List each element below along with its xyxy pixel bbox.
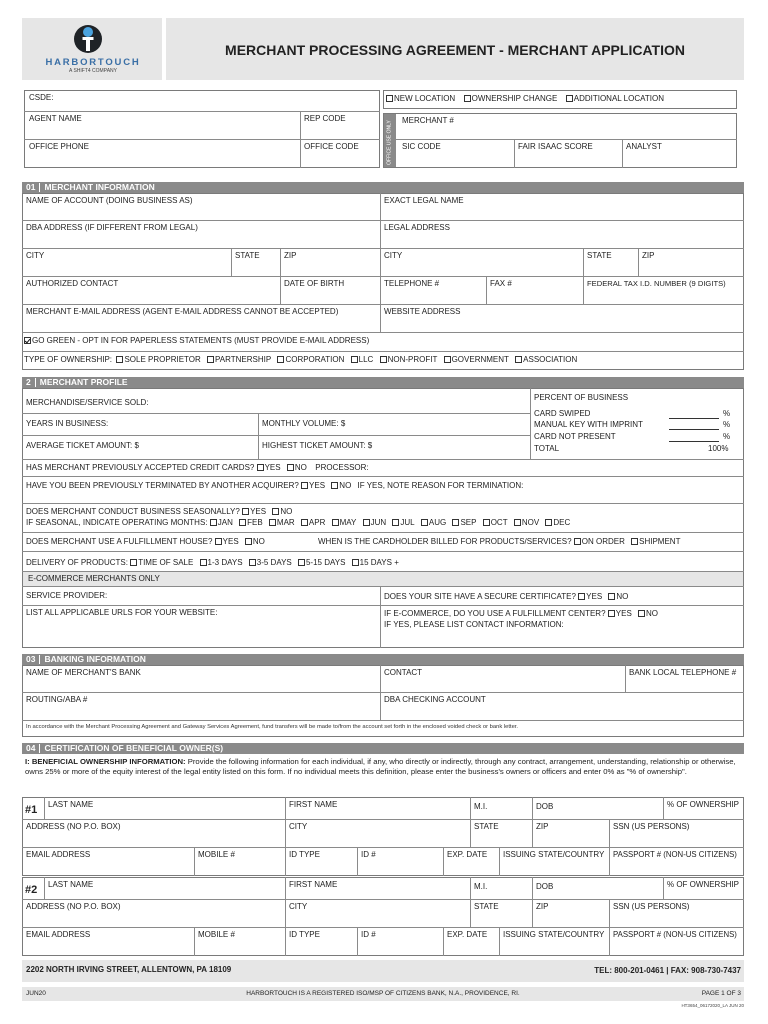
- beneficial-intro-text: Provide the following information for each individual, if any, who directly or indirectly, through any contract, arrangement, understanding, relationship or otherwise, owns 25% or more of the equity interest of the legal entity listed on this form. If no individual meets this definition, please enter the business's owners or officers and enter 0% as "% of ownership".: [25, 757, 736, 776]
- account-name-field[interactable]: NAME OF ACCOUNT (DOING BUSINESS AS): [26, 196, 193, 205]
- harbortouch-logo-icon: [72, 24, 104, 54]
- title-panel: [166, 18, 744, 80]
- ecom-fulfillment-yes-checkbox[interactable]: [608, 610, 615, 617]
- section-merchant-information: [22, 182, 744, 193]
- month-label: OCT: [490, 518, 508, 527]
- seasonal-no-checkbox[interactable]: [272, 508, 279, 515]
- owner-last-name-field[interactable]: LAST NAME: [48, 800, 94, 809]
- on-order-checkbox[interactable]: [574, 538, 581, 545]
- billed-question: WHEN IS THE CARDHOLDER BILLED FOR PRODUCTS/SERVICES?: [318, 537, 572, 546]
- month-label: MAY: [339, 518, 357, 527]
- section-title: MERCHANT INFORMATION: [44, 182, 155, 192]
- month-label: APR: [308, 518, 326, 527]
- seasonal-question: DOES MERCHANT CONDUCT BUSINESS SEASONALLY?: [26, 507, 240, 516]
- fax-field[interactable]: FAX #: [490, 279, 512, 288]
- brand-subtitle: A SHIFT4 COMPANY: [69, 68, 117, 74]
- owner-city-field[interactable]: CITY: [289, 822, 308, 831]
- yes-label: YES: [615, 609, 632, 618]
- month-checkbox[interactable]: [452, 519, 459, 526]
- office-code-field[interactable]: OFFICE CODE: [304, 142, 359, 151]
- go-green-checkbox[interactable]: [24, 337, 31, 344]
- month-label: JAN: [217, 518, 233, 527]
- additional-location-label: ADDITIONAL LOCATION: [573, 94, 664, 103]
- no-label: NO: [280, 507, 293, 516]
- legal-zip-field[interactable]: ZIP: [642, 251, 655, 260]
- month-label: NOV: [521, 518, 540, 527]
- month-checkbox[interactable]: [421, 519, 428, 526]
- months-row: [26, 519, 570, 527]
- owner-dob-field[interactable]: DOB: [536, 882, 554, 891]
- owner-id-number-field[interactable]: ID #: [361, 850, 376, 859]
- owner-tag: #1: [25, 804, 38, 816]
- section-banking-information: [22, 654, 744, 665]
- processor-label: PROCESSOR:: [315, 463, 369, 472]
- sole-proprietor-checkbox[interactable]: [116, 356, 123, 363]
- years-in-business-field[interactable]: YEARS IN BUSINESS:: [26, 419, 109, 428]
- beneficial-intro-heading: I: BENEFICIAL OWNERSHIP INFORMATION:: [25, 757, 186, 766]
- delivery-option: TIME OF SALE: [138, 558, 194, 567]
- month-label: DEC: [553, 518, 571, 527]
- ownership-option: LLC: [358, 355, 374, 364]
- owner-exp-date-field[interactable]: EXP. DATE: [447, 850, 488, 859]
- card-swiped-label: CARD SWIPED: [534, 409, 591, 418]
- website-urls-field[interactable]: LIST ALL APPLICABLE URLS FOR YOUR WEBSITE:: [26, 608, 218, 617]
- dba-address-field[interactable]: DBA ADDRESS (IF DIFFERENT FROM LEGAL): [26, 223, 198, 232]
- owner-ownership-pct-field[interactable]: % OF OWNERSHIP: [667, 800, 740, 809]
- dba-city-field[interactable]: CITY: [26, 251, 45, 260]
- fulfillment-yes-checkbox[interactable]: [215, 538, 222, 545]
- fair-isaac-field[interactable]: FAIR ISAAC SCORE: [518, 142, 593, 151]
- manual-key-label: MANUAL KEY WITH IMPRINT: [534, 420, 643, 429]
- owner-first-name-field[interactable]: FIRST NAME: [289, 800, 338, 809]
- prev-accepted-question: HAS MERCHANT PREVIOUSLY ACCEPTED CREDIT CARDS?: [26, 463, 255, 472]
- owner-grid: [22, 797, 744, 876]
- owner-id-number-field[interactable]: ID #: [361, 930, 376, 939]
- analyst-field[interactable]: ANALYST: [626, 142, 662, 151]
- percent-sign: %: [723, 409, 731, 418]
- iso-statement: HARBORTOUCH IS A REGISTERED ISO/MSP OF CITIZENS BANK, N.A., PROVIDENCE, RI.: [246, 990, 520, 997]
- bank-name-field[interactable]: NAME OF MERCHANT'S BANK: [26, 668, 141, 677]
- owner-mobile-field[interactable]: MOBILE #: [198, 850, 235, 859]
- owner-id-type-field[interactable]: ID TYPE: [289, 930, 320, 939]
- go-green-row: [24, 337, 369, 345]
- delivery-checkbox[interactable]: [249, 559, 256, 566]
- ownership-option: PARTNERSHIP: [215, 355, 272, 364]
- prev-accepted-no-checkbox[interactable]: [287, 464, 294, 471]
- form-code: HT3654_06172020_LA JUN 20: [681, 1003, 744, 1008]
- owner-mi-field[interactable]: M.I.: [474, 802, 488, 811]
- shipment-label: SHIPMENT: [639, 537, 681, 546]
- owner-exp-date-field[interactable]: EXP. DATE: [447, 930, 488, 939]
- month-checkbox[interactable]: [514, 519, 521, 526]
- dba-checking-field[interactable]: DBA CHECKING ACCOUNT: [384, 695, 486, 704]
- legal-address-field[interactable]: LEGAL ADDRESS: [384, 223, 450, 232]
- month-checkbox[interactable]: [483, 519, 490, 526]
- owner-zip-field[interactable]: ZIP: [536, 902, 549, 911]
- owner-state-field[interactable]: STATE: [474, 822, 499, 831]
- page-title: MERCHANT PROCESSING AGREEMENT - MERCHANT APPLICATION: [225, 42, 685, 58]
- sic-code-field[interactable]: SIC CODE: [402, 142, 441, 151]
- delivery-label: DELIVERY OF PRODUCTS:: [26, 558, 128, 567]
- dba-zip-field[interactable]: ZIP: [284, 251, 297, 260]
- section-merchant-profile: [22, 377, 744, 388]
- card-swiped-input[interactable]: [669, 418, 719, 419]
- highest-ticket-field[interactable]: HIGHEST TICKET AMOUNT: $: [262, 441, 373, 450]
- ownership-type-row: [24, 356, 577, 364]
- shipment-checkbox[interactable]: [631, 538, 638, 545]
- secure-cert-yes-checkbox[interactable]: [578, 593, 585, 600]
- section-number: 03: [26, 655, 40, 664]
- on-order-label: ON ORDER: [581, 537, 625, 546]
- month-checkbox[interactable]: [392, 519, 399, 526]
- month-checkbox[interactable]: [363, 519, 370, 526]
- owner-tag: #2: [25, 884, 38, 896]
- website-field[interactable]: WEBSITE ADDRESS: [384, 307, 461, 316]
- section-number: 2: [26, 378, 36, 387]
- ownership-option: ASSOCIATION: [523, 355, 578, 364]
- logo-panel: [22, 18, 162, 80]
- owner-mi-field[interactable]: M.I.: [474, 882, 488, 891]
- owner-grid: [22, 877, 744, 956]
- owner-city-field[interactable]: CITY: [289, 902, 308, 911]
- merchandise-field[interactable]: MERCHANDISE/SERVICE SOLD:: [26, 398, 149, 407]
- ecom-fulfillment-question: IF E-COMMERCE, DO YOU USE A FULFILLMENT CENTER?: [384, 609, 606, 618]
- ecom-contact-label: IF YES, PLEASE LIST CONTACT INFORMATION:: [384, 620, 564, 629]
- ownership-option: CORPORATION: [285, 355, 345, 364]
- month-label: FEB: [247, 518, 263, 527]
- month-label: MAR: [276, 518, 295, 527]
- owner-first-name-field[interactable]: FIRST NAME: [289, 880, 338, 889]
- no-label: NO: [252, 537, 265, 546]
- total-label: TOTAL: [534, 444, 560, 453]
- ecommerce-heading: E-COMMERCE MERCHANTS ONLY: [28, 574, 160, 583]
- percent-sign: %: [723, 432, 731, 441]
- fulfillment-row: [26, 538, 265, 546]
- prev-accepted-yes-checkbox[interactable]: [257, 464, 264, 471]
- rep-code-field[interactable]: REP CODE: [304, 114, 346, 123]
- month-label: SEP: [460, 518, 477, 527]
- delivery-checkbox[interactable]: [352, 559, 359, 566]
- delivery-checkbox[interactable]: [298, 559, 305, 566]
- fulfillment-no-checkbox[interactable]: [245, 538, 252, 545]
- merchant-email-field[interactable]: MERCHANT E-MAIL ADDRESS (AGENT E-MAIL ADDRESS CANNOT BE ACCEPTED): [26, 307, 339, 316]
- percent-sign: %: [723, 420, 731, 429]
- month-checkbox[interactable]: [269, 519, 276, 526]
- owner-dob-field[interactable]: DOB: [536, 802, 554, 811]
- office-phone-field[interactable]: OFFICE PHONE: [29, 142, 90, 151]
- dba-state-field[interactable]: STATE: [235, 251, 260, 260]
- owner-id-type-field[interactable]: ID TYPE: [289, 850, 320, 859]
- owner-address-field[interactable]: ADDRESS (NO P.O. BOX): [26, 822, 121, 831]
- yes-label: YES: [250, 507, 267, 516]
- routing-field[interactable]: ROUTING/ABA #: [26, 695, 88, 704]
- month-checkbox[interactable]: [332, 519, 339, 526]
- no-label: NO: [616, 592, 629, 601]
- owner-address-field[interactable]: ADDRESS (NO P.O. BOX): [26, 902, 121, 911]
- legal-state-field[interactable]: STATE: [587, 251, 612, 260]
- service-provider-field[interactable]: SERVICE PROVIDER:: [26, 591, 108, 600]
- agent-name-field[interactable]: AGENT NAME: [29, 114, 82, 123]
- delivery-checkbox[interactable]: [200, 559, 207, 566]
- legal-name-field[interactable]: EXACT LEGAL NAME: [384, 196, 464, 205]
- owner-passport-field[interactable]: PASSPORT # (NON-US CITIZENS): [613, 850, 737, 859]
- seasonal-row: [26, 508, 292, 516]
- ecom-fulfillment-no-checkbox[interactable]: [638, 610, 645, 617]
- delivery-option: 3-5 DAYS: [256, 558, 292, 567]
- new-location-label: NEW LOCATION: [394, 94, 456, 103]
- merchant-number-field[interactable]: MERCHANT #: [402, 116, 454, 125]
- month-checkbox[interactable]: [545, 519, 552, 526]
- yes-label: YES: [222, 537, 239, 546]
- month-label: JUN: [370, 518, 387, 527]
- card-not-present-input[interactable]: [669, 441, 719, 442]
- no-label: NO: [646, 609, 659, 618]
- terminated-row: [26, 482, 523, 490]
- form-version: JUN20: [26, 990, 46, 997]
- owner-ssn-field[interactable]: SSN (US PERSONS): [613, 902, 690, 911]
- owner-email-field[interactable]: EMAIL ADDRESS: [26, 850, 91, 859]
- office-use-label: OFFICE USE ONLY: [386, 120, 393, 165]
- partnership-checkbox[interactable]: [207, 356, 214, 363]
- date-of-birth-field[interactable]: DATE OF BIRTH: [284, 279, 345, 288]
- month-checkbox[interactable]: [210, 519, 217, 526]
- non-profit-checkbox[interactable]: [380, 356, 387, 363]
- owner-passport-field[interactable]: PASSPORT # (NON-US CITIZENS): [613, 930, 737, 939]
- no-label: NO: [294, 463, 307, 472]
- seasonal-months-label: IF SEASONAL, INDICATE OPERATING MONTHS:: [26, 518, 208, 527]
- owner-last-name-field[interactable]: LAST NAME: [48, 880, 94, 889]
- terminated-question: HAVE YOU BEEN PREVIOUSLY TERMINATED BY ANOTHER ACQUIRER?: [26, 481, 299, 490]
- owner-issuing-field[interactable]: ISSUING STATE/COUNTRY: [503, 930, 605, 939]
- ownership-change-checkbox[interactable]: [464, 95, 471, 102]
- manual-key-input[interactable]: [669, 429, 719, 430]
- card-not-present-label: CARD NOT PRESENT: [534, 432, 616, 441]
- yes-label: YES: [264, 463, 281, 472]
- additional-location-checkbox[interactable]: [566, 95, 573, 102]
- authorized-contact-field[interactable]: AUTHORIZED CONTACT: [26, 279, 119, 288]
- csde-label: CSDE:: [29, 93, 54, 102]
- month-checkbox[interactable]: [239, 519, 246, 526]
- termination-note: IF YES, NOTE REASON FOR TERMINATION:: [357, 481, 524, 490]
- llc-checkbox[interactable]: [351, 356, 358, 363]
- office-block: [24, 90, 380, 168]
- bank-contact-field[interactable]: CONTACT: [384, 668, 423, 677]
- section-beneficial-owners: [22, 743, 744, 754]
- billed-row: [318, 538, 680, 546]
- secure-cert-row: [384, 593, 628, 601]
- delivery-checkbox[interactable]: [130, 559, 137, 566]
- seasonal-yes-checkbox[interactable]: [242, 508, 249, 515]
- section-number: 04: [26, 744, 40, 753]
- owner-ssn-field[interactable]: SSN (US PERSONS): [613, 822, 690, 831]
- banking-note: In accordance with the Merchant Processing Agreement and Gateway Services Agreement, fund transfers will be made to/from the account set forth in the enclosed voided check or bank letter.: [26, 724, 519, 730]
- footer-phones: TEL: 800-201-0461 | FAX: 908-730-7437: [594, 966, 741, 975]
- ecom-fulfillment-row: [384, 610, 658, 618]
- owner-state-field[interactable]: STATE: [474, 902, 499, 911]
- average-ticket-field[interactable]: AVERAGE TICKET AMOUNT: $: [26, 441, 139, 450]
- yes-label: YES: [309, 481, 326, 490]
- owner-email-field[interactable]: EMAIL ADDRESS: [26, 930, 91, 939]
- owner-mobile-field[interactable]: MOBILE #: [198, 930, 235, 939]
- fulfillment-question: DOES MERCHANT USE A FULFILLMENT HOUSE?: [26, 537, 213, 546]
- location-options-row: [386, 95, 664, 103]
- footer-address: 2202 NORTH IRVING STREET, ALLENTOWN, PA 18109: [26, 965, 232, 974]
- owner-ownership-pct-field[interactable]: % OF OWNERSHIP: [667, 880, 740, 889]
- federal-tax-id-field[interactable]: FEDERAL TAX I.D. NUMBER (9 DIGITS): [587, 279, 726, 288]
- section-title: CERTIFICATION OF BENEFICIAL OWNER(S): [44, 743, 224, 753]
- no-label: NO: [339, 481, 352, 490]
- secure-cert-no-checkbox[interactable]: [608, 593, 615, 600]
- prev-accepted-row: [26, 464, 369, 472]
- section-number: 01: [26, 183, 40, 192]
- corporation-checkbox[interactable]: [277, 356, 284, 363]
- month-checkbox[interactable]: [301, 519, 308, 526]
- beneficial-intro: [25, 757, 743, 777]
- yes-label: YES: [586, 592, 603, 601]
- new-location-checkbox[interactable]: [386, 95, 393, 102]
- telephone-field[interactable]: TELEPHONE #: [384, 279, 440, 288]
- association-checkbox[interactable]: [515, 356, 522, 363]
- month-label: JUL: [400, 518, 415, 527]
- monthly-volume-field[interactable]: MONTHLY VOLUME: $: [262, 419, 346, 428]
- owner-zip-field[interactable]: ZIP: [536, 822, 549, 831]
- delivery-option: 1-3 DAYS: [207, 558, 243, 567]
- legal-city-field[interactable]: CITY: [384, 251, 403, 260]
- section-title: BANKING INFORMATION: [44, 654, 146, 664]
- bank-phone-field[interactable]: BANK LOCAL TELEPHONE #: [629, 668, 737, 677]
- percent-of-business-title: PERCENT OF BUSINESS: [534, 393, 629, 402]
- delivery-option: 5-15 DAYS: [305, 558, 346, 567]
- ownership-type-label: TYPE OF OWNERSHIP:: [24, 355, 113, 364]
- ownership-option: SOLE PROPRIETOR: [124, 355, 201, 364]
- page-number: PAGE 1 OF 3: [701, 990, 741, 997]
- ownership-change-label: OWNERSHIP CHANGE: [471, 94, 558, 103]
- go-green-label: GO GREEN - OPT IN FOR PAPERLESS STATEMENTS (MUST PROVIDE E-MAIL ADDRESS): [32, 336, 370, 345]
- delivery-row: [26, 559, 399, 567]
- ownership-option: NON-PROFIT: [387, 355, 438, 364]
- total-percent: 100%: [708, 444, 729, 453]
- ownership-option: GOVERNMENT: [451, 355, 509, 364]
- terminated-no-checkbox[interactable]: [331, 482, 338, 489]
- section-title: MERCHANT PROFILE: [39, 377, 128, 387]
- month-label: AUG: [428, 518, 447, 527]
- owner-issuing-field[interactable]: ISSUING STATE/COUNTRY: [503, 850, 605, 859]
- brand-name: HARBORTOUCH: [45, 57, 141, 68]
- secure-cert-question: DOES YOUR SITE HAVE A SECURE CERTIFICATE?: [384, 592, 576, 601]
- terminated-yes-checkbox[interactable]: [301, 482, 308, 489]
- government-checkbox[interactable]: [444, 356, 451, 363]
- delivery-option: 15 DAYS +: [359, 558, 399, 567]
